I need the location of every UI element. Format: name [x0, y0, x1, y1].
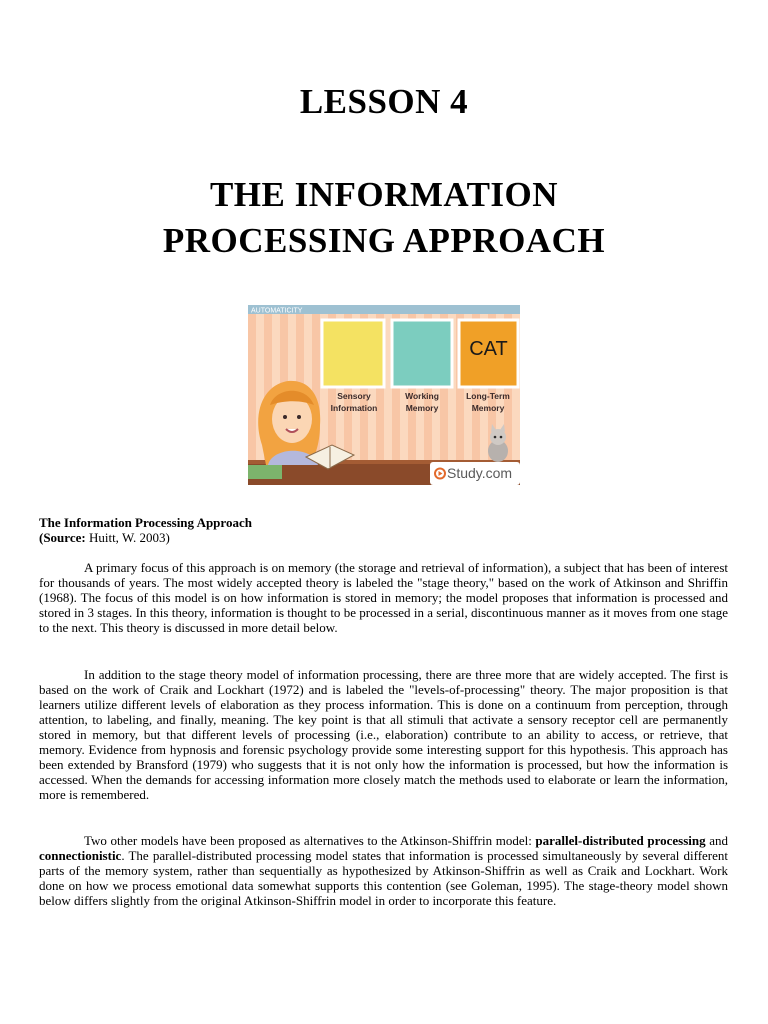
long-term-label-line-2: Memory: [471, 403, 505, 413]
title-line-2: PROCESSING APPROACH: [162, 221, 606, 260]
lesson-number: LESSON 4: [299, 82, 469, 121]
paragraph-1: [39, 560, 728, 635]
working-label-line-2: Memory: [405, 403, 439, 413]
working-label-line-1: Working: [405, 391, 439, 401]
sensory-label-line-1: Sensory: [337, 391, 371, 401]
long-term-label-line-1: Long-Term: [466, 391, 510, 401]
working-memory-box: [392, 320, 452, 387]
paragraph-3-part-2: and: [705, 833, 728, 848]
term-connectionistic: connectionistic: [39, 848, 122, 863]
sensory-box: [322, 320, 384, 387]
sensory-label-line-2: Information: [330, 403, 378, 413]
paragraph-2-text: In addition to the stage theory model of information processing, there are three more that are widely accepted. The first is based on the work of Craik and Lockhart (1972) and is labeled the "levels-of-processing" theory. The major proposition is that learners utilize different levels of elaboration as they process information. This is done on a continuum from perception, through attention, to labeling, and finally, meaning. The key point is that all stimuli that activate a sensory receptor cell are permanently stored in memory, but that different levels of processing (i.e., elaboration) contribute to an ability to access, or retrieve, that memory. Evidence from hypnosis and forensic psychology provide some interesting support for this hypothesis. This approach has been extended by Bransford (1979) who suggests that it is not only how the information is processed, but how the information is accessed. When the demands for accessing information more closely match the methods used to elaborate or learn the information, more is remembered.: [39, 667, 728, 802]
section-heading: The Information Processing Approach: [39, 515, 252, 530]
source-text: Huitt, W. 2003): [85, 530, 170, 545]
page-title: [0, 172, 768, 264]
long-term-content: CAT: [469, 338, 508, 360]
study-watermark: Study.com: [447, 465, 513, 481]
paragraph-3: [39, 833, 728, 908]
paragraph-3-part-3: . The parallel-distributed processing model states that information is processed simultaneously by several different parts of the memory system, rather than sequentially as hypothesized by Atkinson-Shiffrin as well as Craik and Lockhart. Work done on how we process emotional data somewhat supports this contention (see Goleman, 1995). The stage-theory model shown below differs slightly from the original Atkinson-Shiffrin model in order to incorporate this feature.: [39, 848, 728, 908]
figure-banner: AUTOMATICITY: [251, 307, 303, 315]
term-parallel-distributed: parallel-distributed processing: [535, 833, 706, 848]
title-line-1: THE INFORMATION: [209, 175, 559, 214]
paragraph-2: [39, 667, 728, 802]
paragraph-1-text: A primary focus of this approach is on memory (the storage and retrieval of information), a subject that has been of interest for thousands of years. The most widely accepted theory is labeled the "stage theory," based on the work of Atkinson and Shriffin (1968). The focus of this model is on how information is stored in memory; the model proposes that information is processed and stored in 3 stages. In this theory, information is thought to be processed in a serial, discontinuous manner as it moves from one stage to the next. This theory is discussed in more detail below.: [39, 560, 728, 635]
memory-stages-illustration: [248, 305, 520, 485]
source-label: (Source:: [39, 530, 86, 545]
source-citation: [39, 530, 170, 545]
paragraph-3-part-1: Two other models have been proposed as alternatives to the Atkinson-Shiffrin model:: [84, 833, 536, 848]
